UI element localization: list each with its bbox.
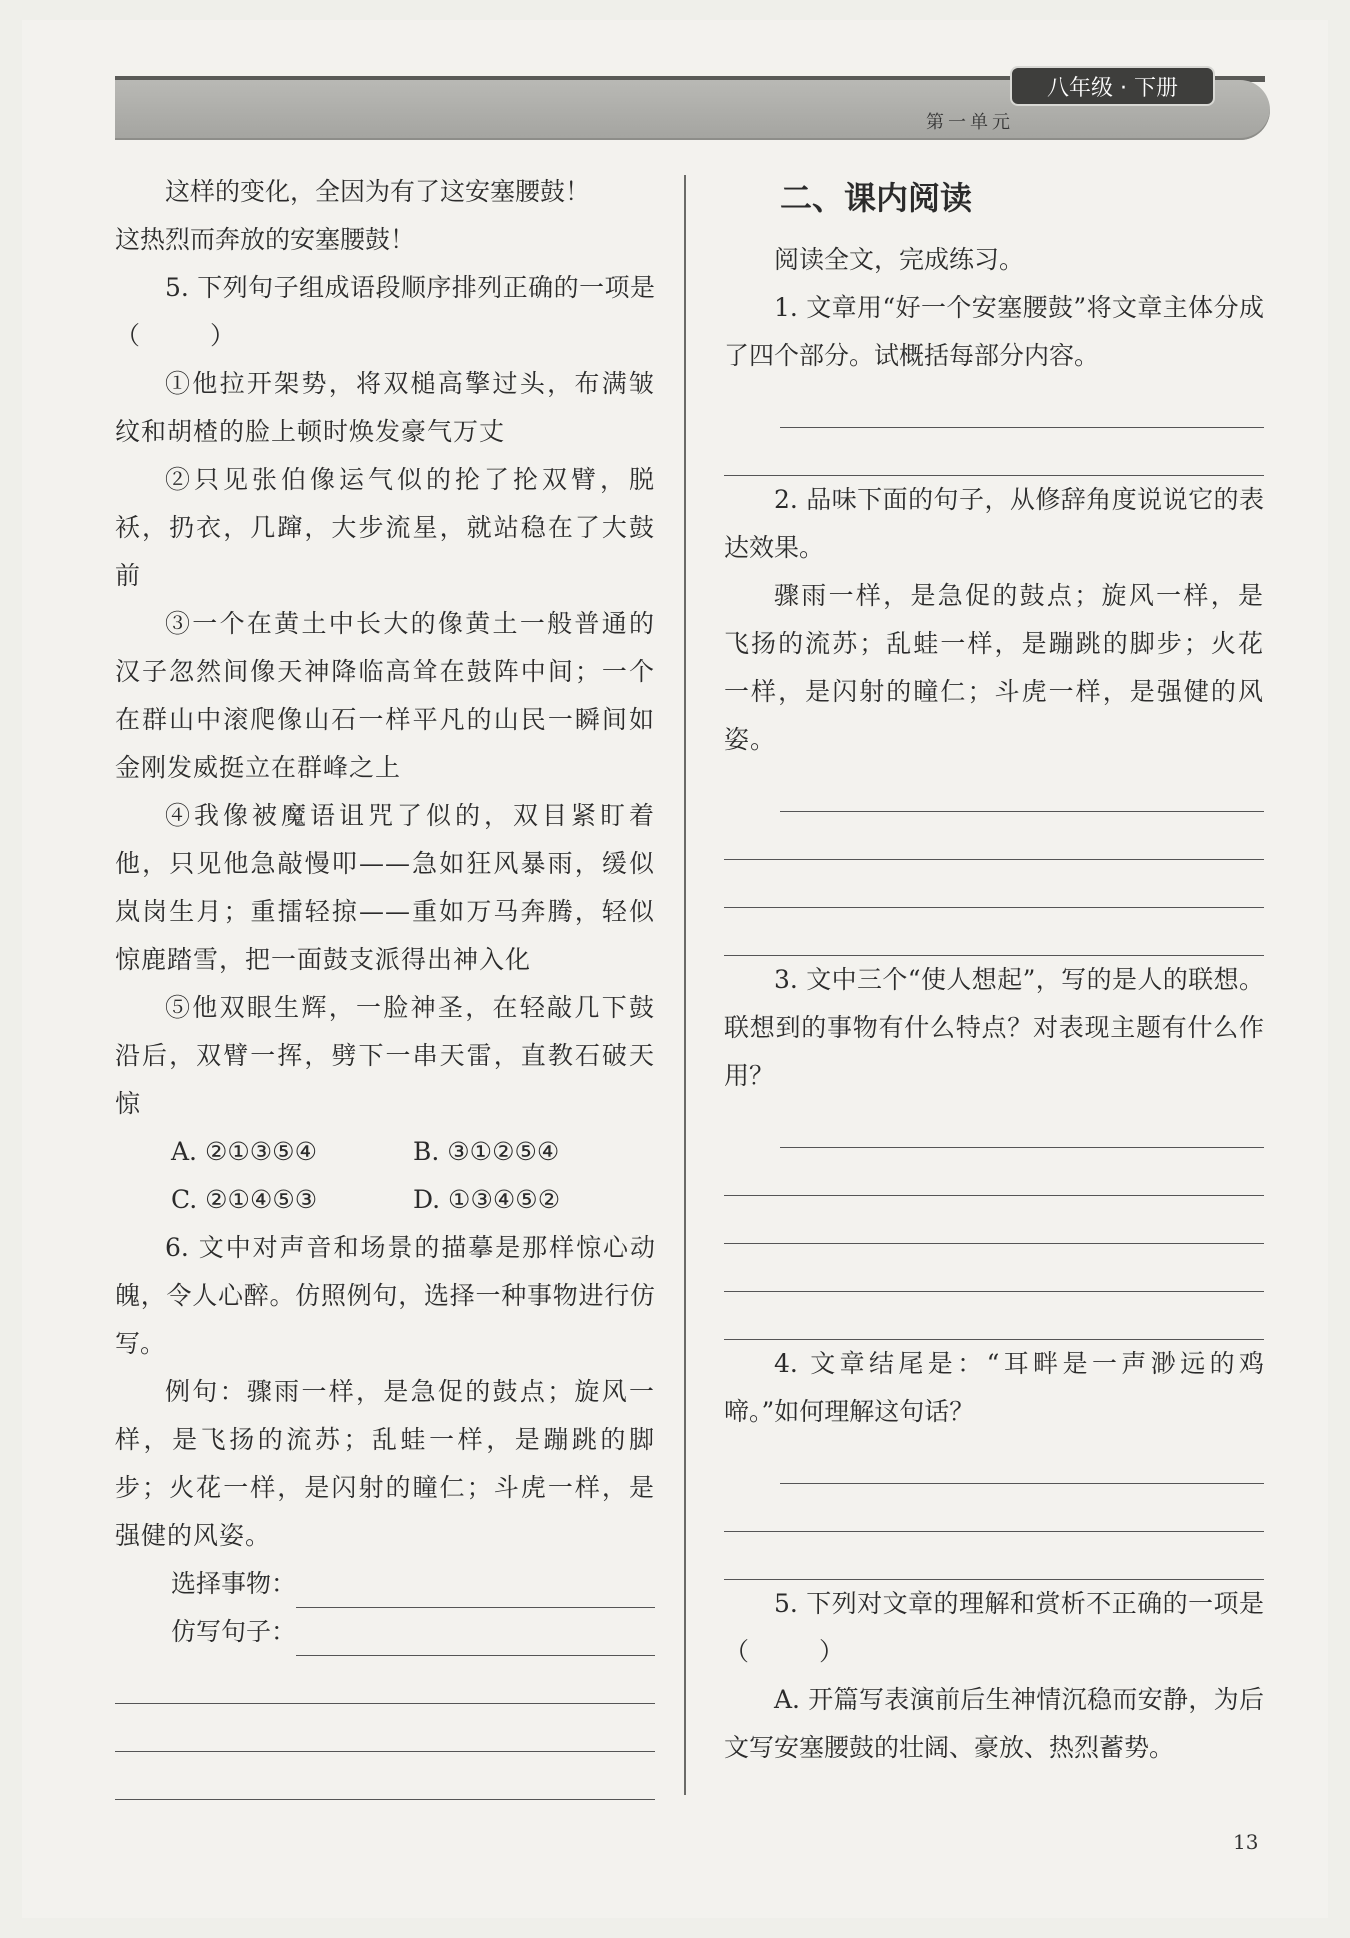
question-5-close: ） (210, 321, 236, 350)
options-row-1 (115, 1128, 655, 1176)
answer-line[interactable] (724, 1196, 1264, 1244)
question-3: 3. 文中三个“使人想起”，写的是人的联想。联想到的事物有什么特点？对表现主题有什么作用？ (724, 965, 1264, 1090)
right-column (724, 168, 1264, 1772)
choose-thing-line[interactable] (296, 1568, 655, 1608)
answer-line[interactable] (780, 380, 1264, 428)
question-2-quote: 骤雨一样，是急促的鼓点；旋风一样，是飞扬的流苏；乱蛙一样，是蹦跳的脚步；火花一样，是闪射的瞳仁；斗虎一样，是强健的风姿。 (724, 581, 1264, 754)
answer-line[interactable] (724, 1532, 1264, 1580)
option-a-right: A. 开篇写表演前后生神情沉稳而安静，为后文写安塞腰鼓的壮阔、豪放、热烈蓄势。 (724, 1685, 1264, 1762)
intro-line-1: 这样的变化，全因为有了这安塞腰鼓！ (165, 177, 591, 206)
question-5-right-text: 5. 下列对文章的理解和赏析不正确的一项是（ (724, 1589, 1264, 1666)
question-5-right (724, 1580, 1264, 1676)
answer-line[interactable] (780, 764, 1264, 812)
answer-line[interactable] (724, 1148, 1264, 1196)
imitate-row (115, 1608, 655, 1656)
answer-line[interactable] (724, 812, 1264, 860)
question-2: 2. 品味下面的句子，从修辞角度说说它的表达效果。 (724, 485, 1264, 562)
option-d[interactable]: D. ①③④⑤② (413, 1185, 561, 1214)
page-number: 13 (1233, 1830, 1259, 1854)
answer-line[interactable] (724, 860, 1264, 908)
answer-line[interactable] (115, 1704, 655, 1752)
answer-line[interactable] (724, 428, 1264, 476)
sentence-3: ③一个在黄土中长大的像黄土一般普通的汉子忽然间像天神降临高耸在鼓阵中间；一个在群山中滚爬像山石一样平凡的山民一瞬间如金刚发威挺立在群峰之上 (115, 609, 655, 782)
answer-line[interactable] (724, 1484, 1264, 1532)
imitate-line[interactable] (296, 1616, 655, 1656)
question-1: 1. 文章用“好一个安塞腰鼓”将文章主体分成了四个部分。试概括每部分内容。 (724, 293, 1264, 370)
example-sentence: 例句：骤雨一样，是急促的鼓点；旋风一样，是飞扬的流苏；乱蛙一样，是蹦跳的脚步；火花一样，是闪射的瞳仁；斗虎一样，是强健的风姿。 (115, 1377, 655, 1550)
option-b[interactable]: B. ③①②⑤④ (413, 1137, 560, 1166)
options-row-2 (115, 1176, 655, 1224)
answer-line[interactable] (115, 1656, 655, 1704)
question-5-right-close: ） (819, 1637, 845, 1666)
option-a[interactable]: A. ②①③⑤④ (171, 1137, 318, 1166)
instruction: 阅读全文，完成练习。 (774, 245, 1025, 274)
option-c[interactable]: C. ②①④⑤③ (171, 1185, 318, 1214)
answer-line[interactable] (780, 1100, 1264, 1148)
intro-line-2: 这热烈而奔放的安塞腰鼓！ (115, 225, 416, 254)
question-5-stem (115, 264, 655, 360)
answer-line[interactable] (115, 1752, 655, 1800)
answer-line[interactable] (724, 908, 1264, 956)
question-5-text: 5. 下列句子组成语段顺序排列正确的一项是（ (115, 273, 655, 350)
section-title: 二、课内阅读 (780, 179, 973, 217)
sentence-2: ②只见张伯像运气似的抡了抡双臂，脱袄，扔衣，几蹿，大步流星，就站稳在了大鼓前 (115, 465, 655, 590)
left-column (115, 168, 655, 1800)
grade-tag: 八年级 · 下册 (1010, 66, 1215, 106)
sentence-5: ⑤他双眼生辉，一脸神圣，在轻敲几下鼓沿后，双臂一挥，劈下一串天雷，直教石破天惊 (115, 993, 655, 1118)
sentence-4: ④我像被魔语诅咒了似的，双目紧盯着他，只见他急敲慢叩——急如狂风暴雨，缓似岚岗生月；重擂轻掠——重如万马奔腾，轻似惊鹿踏雪，把一面鼓支派得出神入化 (115, 801, 655, 974)
answer-line[interactable] (780, 1436, 1264, 1484)
answer-line[interactable] (724, 1292, 1264, 1340)
answer-line[interactable] (724, 1244, 1264, 1292)
unit-label: 第一单元 (926, 112, 1014, 133)
column-divider (684, 175, 686, 1795)
imitate-label: 仿写句子： (171, 1617, 297, 1646)
question-4: 4. 文章结尾是：“耳畔是一声渺远的鸡啼。”如何理解这句话？ (724, 1349, 1264, 1426)
sentence-1: ①他拉开架势，将双槌高擎过头，布满皱纹和胡楂的脸上顿时焕发豪气万丈 (115, 369, 655, 446)
choose-thing-label: 选择事物： (171, 1569, 297, 1598)
choose-thing-row (115, 1560, 655, 1608)
question-6: 6. 文中对声音和场景的描摹是那样惊心动魄，令人心醉。仿照例句，选择一种事物进行仿写。 (115, 1233, 655, 1358)
